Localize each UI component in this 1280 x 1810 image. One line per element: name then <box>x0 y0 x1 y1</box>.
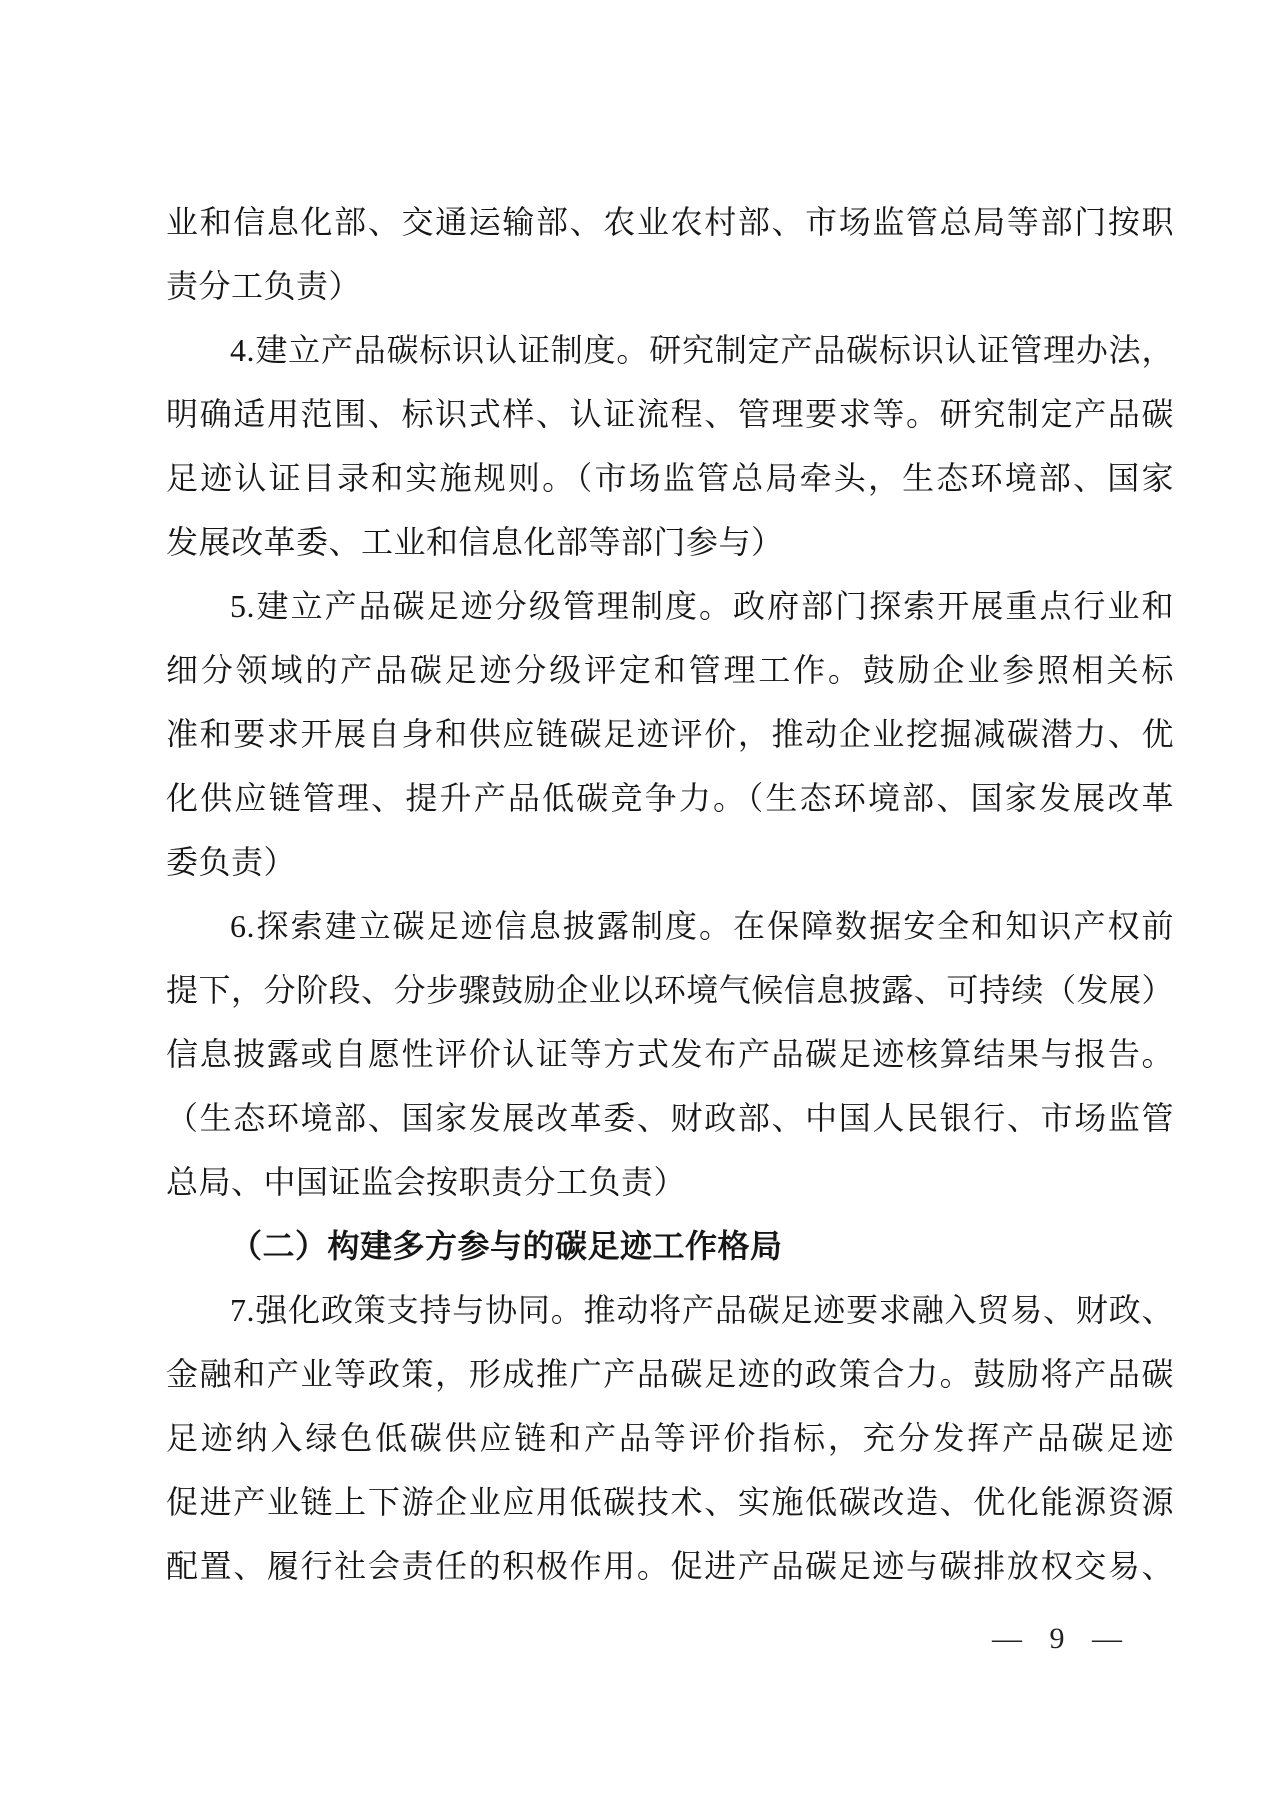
document-body <box>166 190 1174 1598</box>
text-line: 足迹认证目录和实施规则。（市场监管总局牵头，生态环境部、国家 <box>166 460 1174 496</box>
text-line: 7.强化政策支持与协同。推动将产品碳足迹要求融入贸易、财政、 <box>230 1292 1174 1328</box>
text-line: （生态环境部、国家发展改革委、财政部、中国人民银行、市场监管 <box>166 1100 1174 1136</box>
text-line: 配置、履行社会责任的积极作用。促进产品碳足迹与碳排放权交易、 <box>166 1548 1174 1584</box>
text-line: 责分工负责） <box>166 268 362 304</box>
text-line: 发展改革委、工业和信息化部等部门参与） <box>166 524 784 560</box>
text-line: 足迹纳入绿色低碳供应链和产品等评价指标，充分发挥产品碳足迹 <box>166 1420 1174 1456</box>
text-line: 金融和产业等政策，形成推广产品碳足迹的政策合力。鼓励将产品碳 <box>166 1356 1174 1392</box>
text-line: 总局、中国证监会按职责分工负责） <box>166 1164 687 1200</box>
text-line: 业和信息化部、交通运输部、农业农村部、市场监管总局等部门按职 <box>166 204 1174 240</box>
text-line: 4.建立产品碳标识认证制度。研究制定产品碳标识认证管理办法， <box>230 332 1174 368</box>
text-line: 信息披露或自愿性评价认证等方式发布产品碳足迹核算结果与报告。 <box>166 1036 1174 1072</box>
page-number: — 9 — <box>992 1622 1132 1655</box>
text-line: 细分领域的产品碳足迹分级评定和管理工作。鼓励企业参照相关标 <box>166 652 1174 688</box>
text-line: 5.建立产品碳足迹分级管理制度。政府部门探索开展重点行业和 <box>230 588 1174 624</box>
text-line: 6.探索建立碳足迹信息披露制度。在保障数据安全和知识产权前 <box>230 908 1174 944</box>
text-line: 提下，分阶段、分步骤鼓励企业以环境气候信息披露、可持续（发展） <box>166 972 1174 1008</box>
text-line: 促进产业链上下游企业应用低碳技术、实施低碳改造、优化能源资源 <box>166 1484 1174 1520</box>
text-line: 委负责） <box>166 844 297 880</box>
text-line: 准和要求开展自身和供应链碳足迹评价，推动企业挖掘减碳潜力、优 <box>166 716 1174 752</box>
section-heading: （二）构建多方参与的碳足迹工作格局 <box>230 1228 783 1264</box>
text-line: 化供应链管理、提升产品低碳竞争力。（生态环境部、国家发展改革 <box>166 780 1174 816</box>
text-line: 明确适用范围、标识式样、认证流程、管理要求等。研究制定产品碳 <box>166 396 1174 432</box>
